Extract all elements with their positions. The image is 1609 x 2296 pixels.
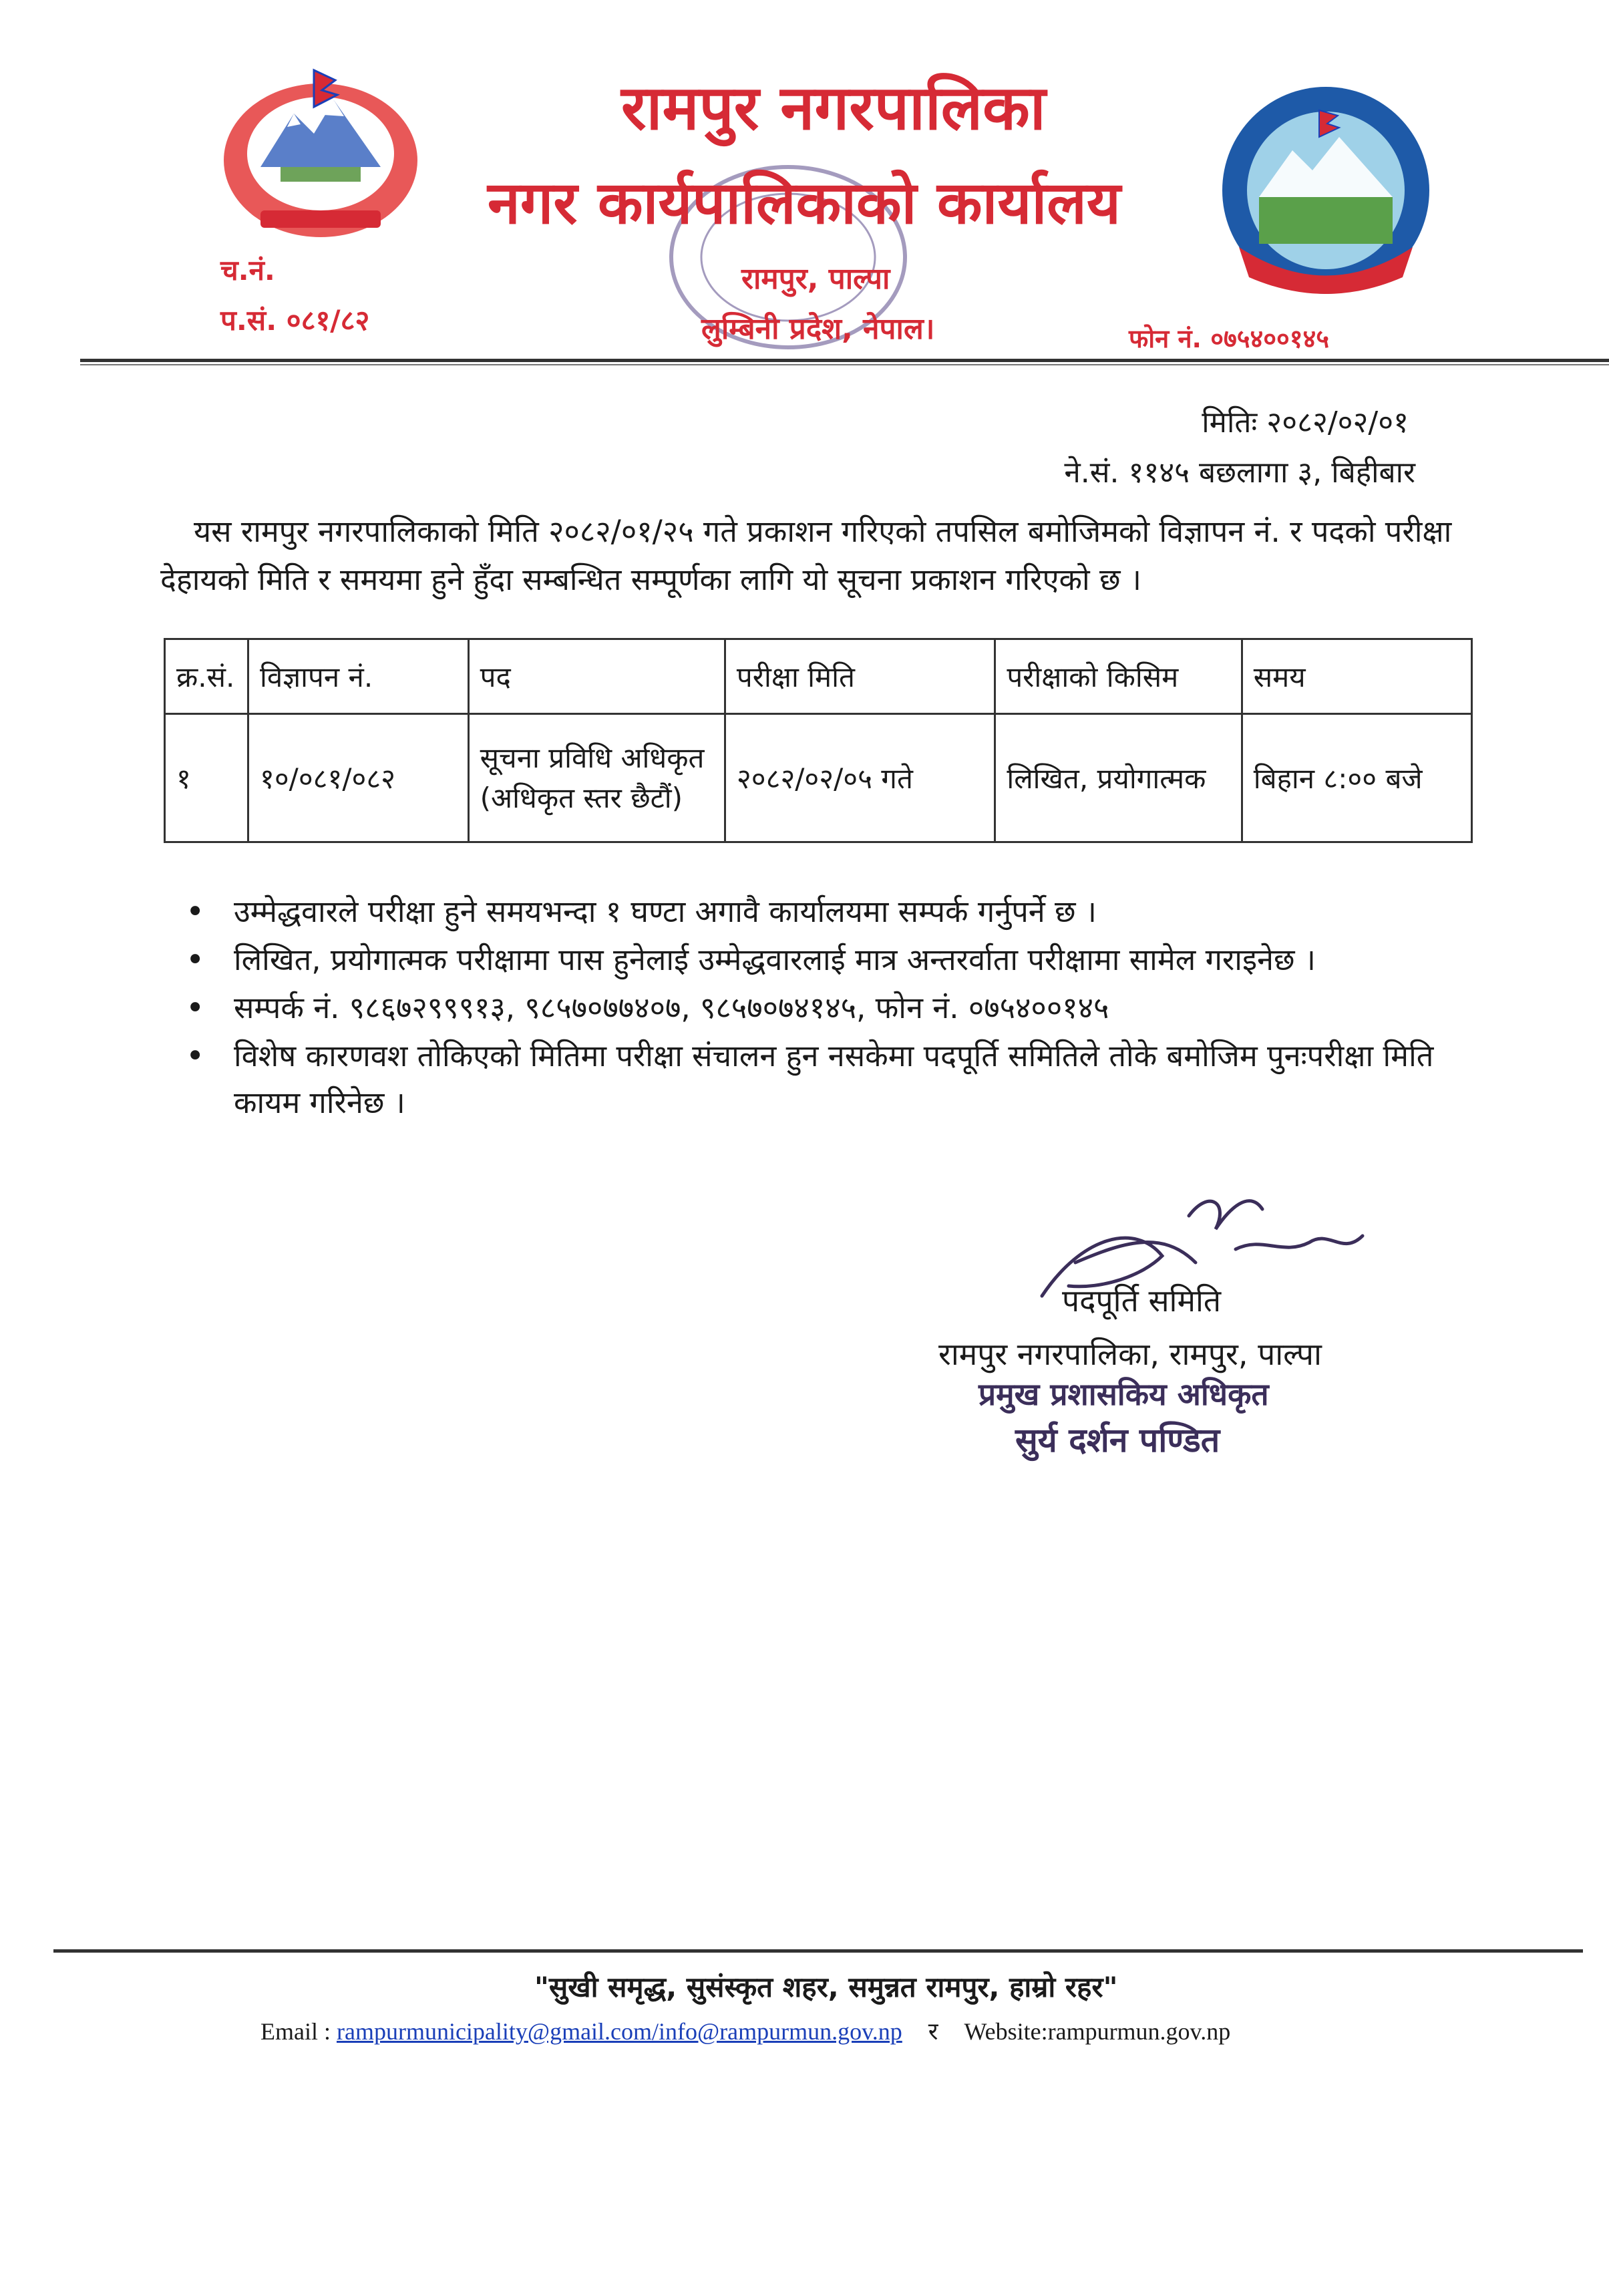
column-header-time: समय xyxy=(1242,639,1471,714)
notes-list xyxy=(200,888,1469,1128)
signatory-office: रामपुर नगरपालिका, रामपुर, पाल्पा xyxy=(938,1336,1322,1372)
column-header-serial: क्र.सं. xyxy=(165,639,248,714)
footer-divider xyxy=(53,1949,1583,1953)
signatory-committee: पदपूर्ति समिति xyxy=(1062,1283,1222,1319)
footer-contact xyxy=(260,2014,1230,2047)
table-header-row xyxy=(165,639,1472,714)
column-header-post: पद xyxy=(468,639,725,714)
address-line-1: रामपुर, पाल्पा xyxy=(741,262,890,296)
notice-paragraph: यस रामपुर नगरपालिकाको मिति २०८२/०१/२५ गते प्रकाशन गरिएको तपसिल बमोजिमको विज्ञापन नं. र पदको परीक्षा देहायको मिति र समयमा हुने हुँदा सम्बन्धित सम्पूर्णका लागि यो सूचना प्रकाशन गरिएको छ । xyxy=(160,514,1452,597)
exam-schedule-table xyxy=(164,638,1473,843)
list-item: • लिखित, प्रयोगात्मक परीक्षामा पास हुनेलाई उम्मेद्धवारलाई मात्र अन्तरर्वाता परीक्षामा सामेल गराइनेछ । xyxy=(200,937,1469,983)
cell-exam-date: २०८२/०२/०५ गते xyxy=(725,714,995,842)
cell-post-line-2: (अधिकृत स्तर छैटौं) xyxy=(480,781,683,814)
table-row xyxy=(165,714,1472,842)
letter-number: प.सं. ०८१/८२ xyxy=(220,304,370,337)
rampur-municipality-seal xyxy=(1212,84,1439,304)
email-link[interactable]: rampurmunicipality@gmail.com/info@rampurmun.gov.np xyxy=(336,2018,902,2045)
office-title: नगर कार्यपालिकाको कार्यालय xyxy=(488,168,1121,237)
header-divider-thin xyxy=(80,364,1609,365)
column-header-ad-no: विज्ञापन नं. xyxy=(248,639,468,714)
signatory-name: सुर्य दर्शन पण्डित xyxy=(1015,1421,1220,1460)
municipality-title: रामपुर नगरपालिका xyxy=(621,72,1046,144)
signatory-title: प्रमुख प्रशासकिय अधिकृत xyxy=(978,1376,1269,1412)
column-header-exam-type: परीक्षाको किसिम xyxy=(995,639,1242,714)
cell-post-line-1: सूचना प्रविधि अधिकृत xyxy=(480,741,705,774)
list-item: • उम्मेद्धवारले परीक्षा हुने समयभन्दा १ घण्टा अगावै कार्यालयमा सम्पर्क गर्नुपर्ने छ । xyxy=(200,888,1469,935)
header-divider xyxy=(80,359,1609,362)
cell-exam-type: लिखित, प्रयोगात्मक xyxy=(995,714,1242,842)
contact-separator: र xyxy=(928,2018,938,2045)
cell-ad-no: १०/०८१/०८२ xyxy=(248,714,468,842)
cell-serial: १ xyxy=(165,714,248,842)
dispatch-number: च.नं. xyxy=(220,254,275,287)
address-line-2: लुम्बिनी प्रदेश, नेपाल। xyxy=(701,312,935,346)
email-label: Email : xyxy=(260,2018,331,2045)
list-item: • विशेष कारणवश तोकिएको मितिमा परीक्षा संचालन हुन नसकेमा पदपूर्ति समितिले तोके बमोजिम पुनःपरीक्षा मिति कायम गरिनेछ । xyxy=(200,1033,1469,1126)
office-phone: फोन नं. ०७५४००१४५ xyxy=(1129,324,1330,353)
column-header-exam-date: परीक्षा मिति xyxy=(725,639,995,714)
cell-post xyxy=(468,714,725,842)
cell-time: बिहान ८:०० बजे xyxy=(1242,714,1471,842)
nepal-sambat-date: ने.सं. ११४५ बछलागा ३, बिहीबार xyxy=(1064,456,1415,490)
notice-date: मितिः २०८२/०२/०१ xyxy=(1202,405,1409,440)
list-item: • सम्पर्क नं. ९८६७२९९९१३, ९८५७०७७४०७, ९८५७०७४१४५, फोन नं. ०७५४००१४५ xyxy=(200,985,1469,1031)
website-text: Website:rampurmun.gov.np xyxy=(964,2018,1231,2045)
nepal-emblem-logo xyxy=(214,60,427,240)
footer-slogan: "सुखी समृद्ध, सुसंस्कृत शहर, समुन्नत रामपुर, हाम्रो रहर" xyxy=(534,1971,1118,2003)
